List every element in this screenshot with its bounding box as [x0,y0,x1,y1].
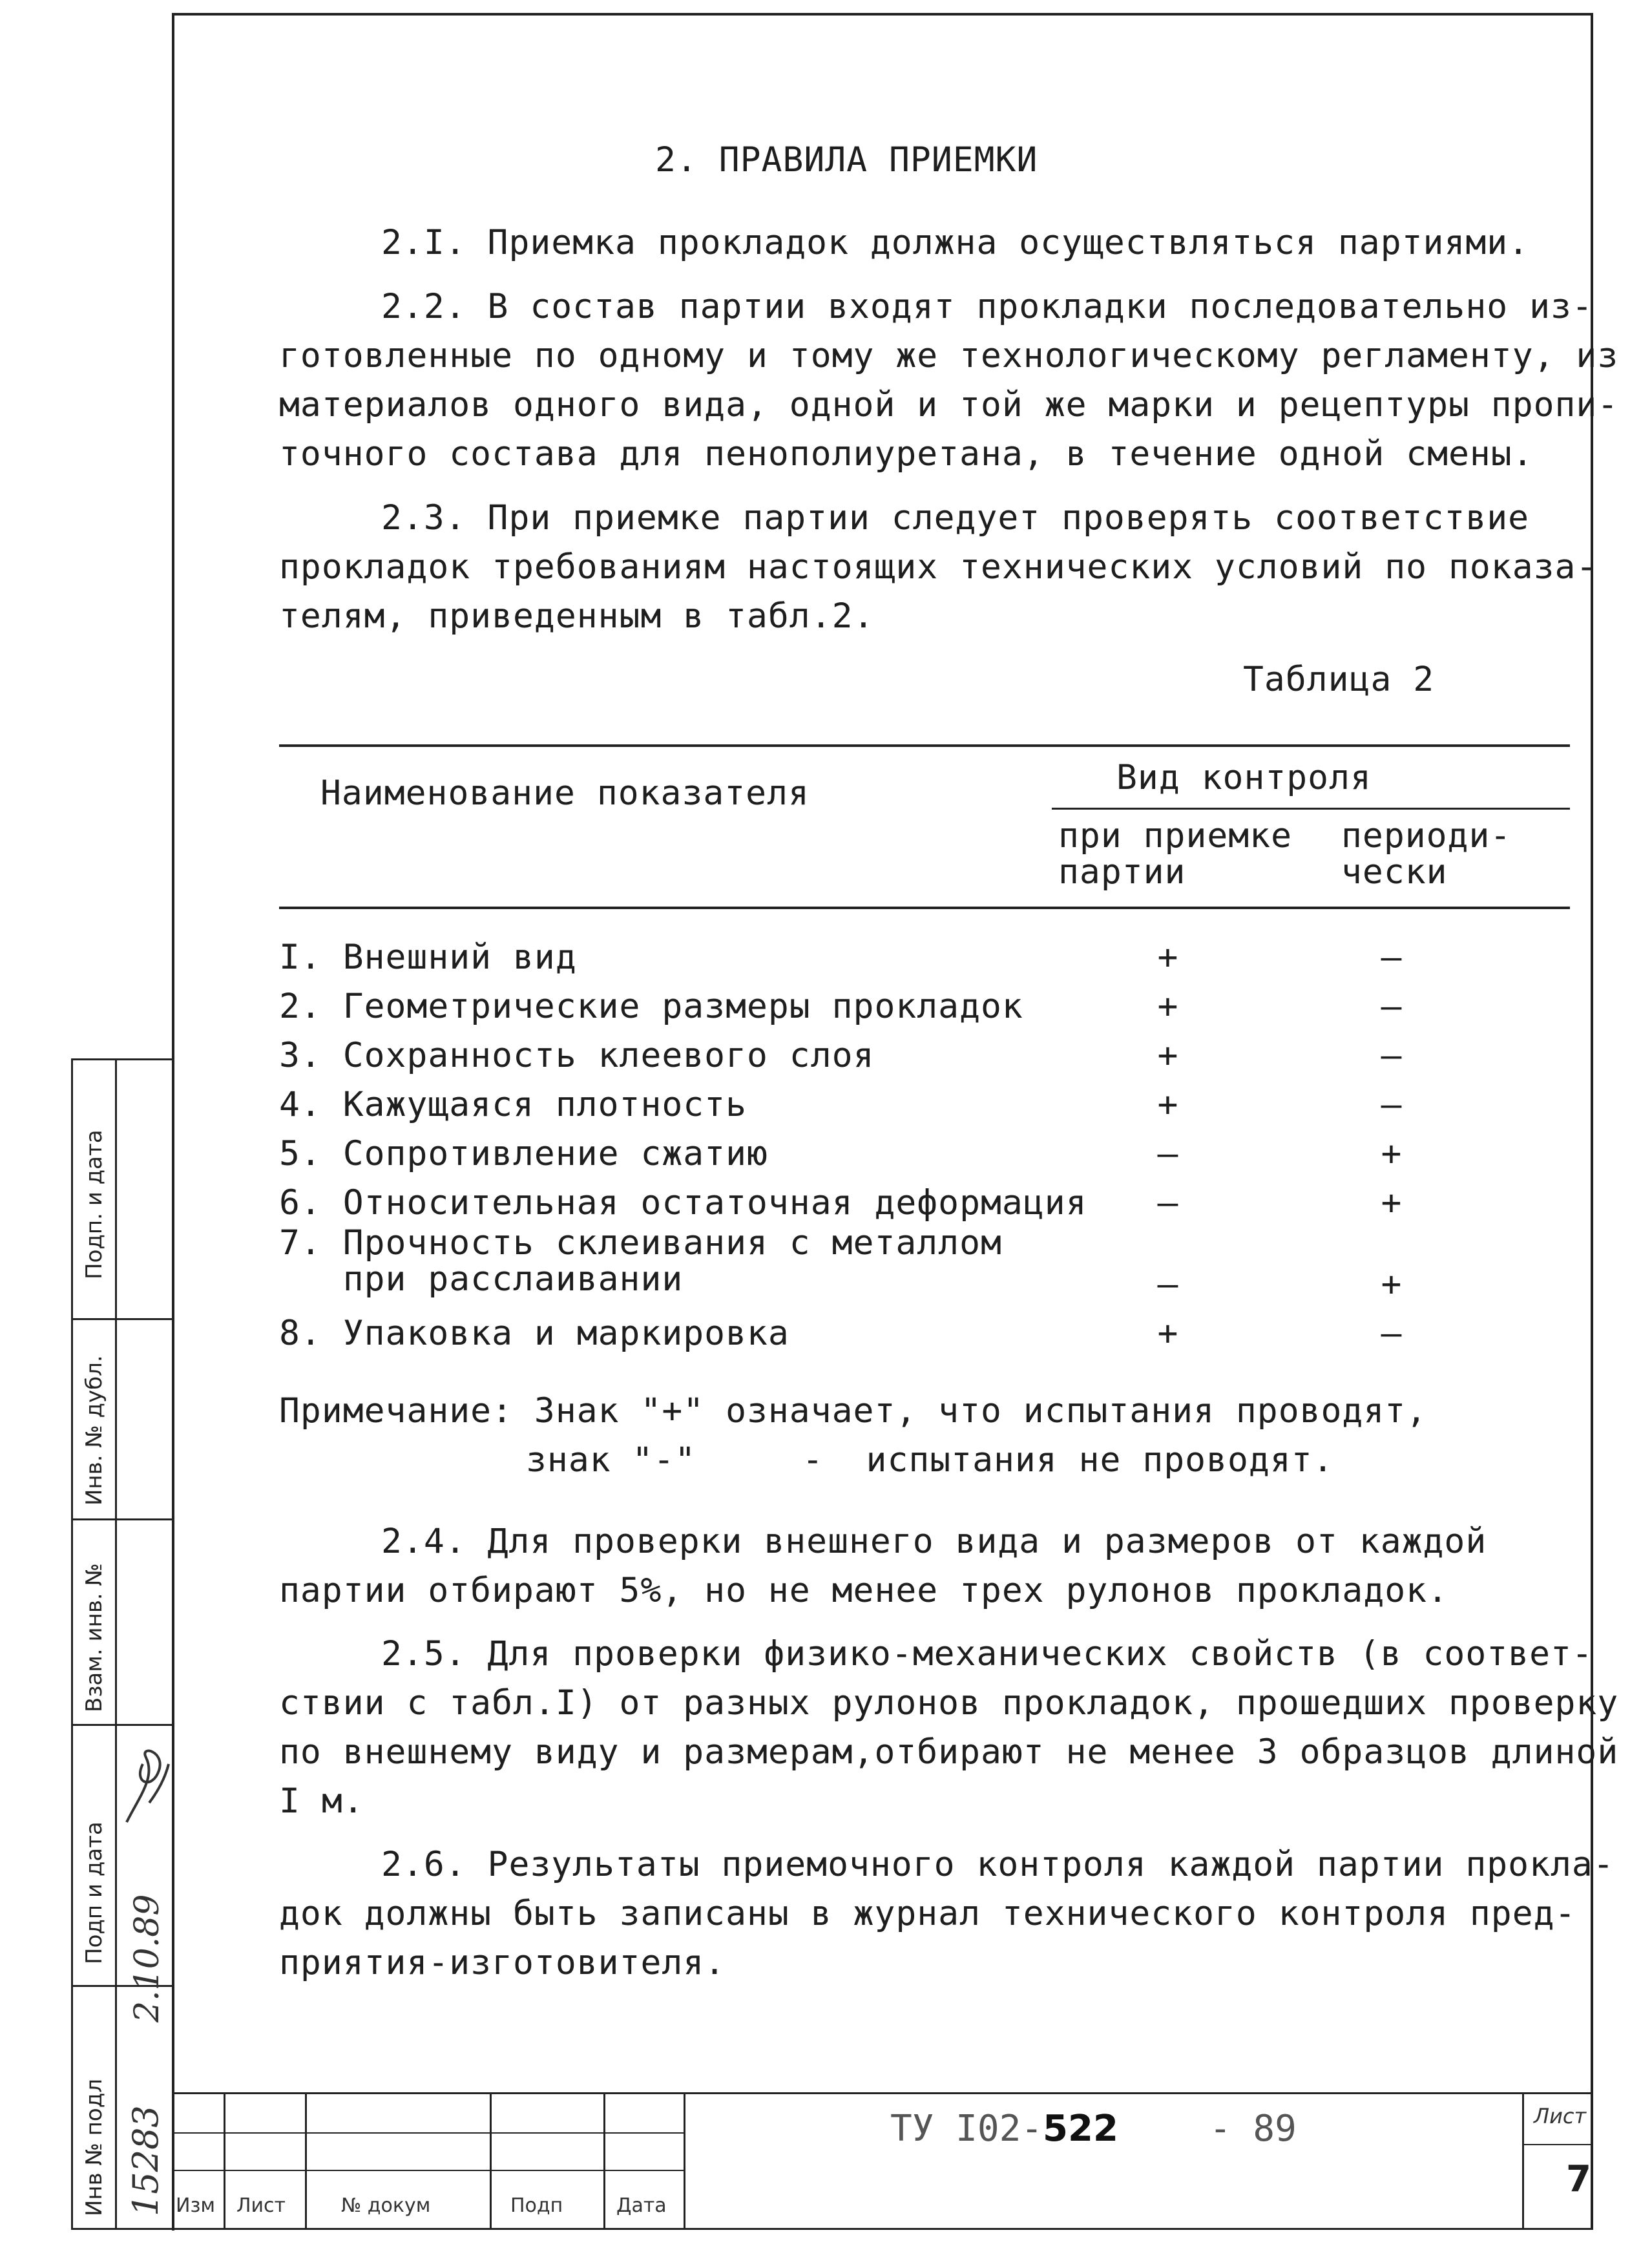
title-block-col-3 [490,2092,492,2228]
document-code-suffix: - 89 [1209,2108,1297,2150]
title-block-dokum: № докум [341,2194,431,2217]
table-subheader-rule [1052,808,1570,810]
side-stamp-podp-data-2: Подп и дата [81,1822,107,1964]
para-2-5-line-2: ствии с табл.I) от разных рулонов прокладок, прошедших проверку [279,1683,1619,1723]
para-2-3-line-1: 2.3. При приемке партии следует проверять соответствие [381,498,1530,538]
table-row-2-acceptance: + [1157,987,1179,1026]
table-row-7-name-1: 7. Прочность склеивания с металлом [279,1223,1002,1263]
title-block-sheet-col [1522,2092,1524,2228]
table-row-4-periodic: – [1381,1085,1403,1124]
side-stamp-podp-data-1: Подп. и дата [81,1129,107,1279]
para-2-6-line-1: 2.6. Результаты приемочного контроля каждой партии прокла- [381,1845,1615,1884]
table-header-name: Наименование показателя [320,773,810,813]
title-block-bottom [172,2228,1593,2230]
table-row-4-acceptance: + [1157,1085,1179,1124]
table-row-3-acceptance: + [1157,1036,1179,1075]
side-stamp-inv-dubl: Инв. № дубл. [81,1355,107,1506]
table-row-6-acceptance: – [1157,1183,1179,1223]
side-stamp-hand-date: 2.10.89 [128,1894,167,2022]
para-2-2-line-4: точного состава для пенополиуретана, в течение одной смены. [279,434,1534,474]
side-stamp-outer-left [71,1058,73,2229]
document-code-number: 522 [1043,2108,1118,2150]
title-block-list: Лист [236,2194,286,2217]
para-2-2-line-2: готовленные по одному и тому же технологическому регламенту, из [279,336,1619,375]
para-2-5-line-3: по внешнему виду и размерам,отбирают не менее 3 образцов длиной [279,1732,1619,1772]
side-stamp-sep-3 [71,1724,173,1726]
table-row-8-periodic: – [1381,1314,1403,1353]
para-2-4-line-2: партии отбирают 5%, но не менее трех рулонов прокладок. [279,1571,1448,1610]
table-row-5-name: 5. Сопротивление сжатию [279,1134,768,1173]
title-block-top [172,2092,1593,2094]
para-2-5-line-4: I м. [279,1781,364,1821]
table-header-group: Вид контроля [1116,758,1372,797]
para-2-4-line-1: 2.4. Для проверки внешнего вида и размеров от каждой [381,1522,1487,1561]
side-stamp-top [71,1058,173,1060]
table-row-7-acceptance: – [1157,1265,1179,1304]
side-stamp-vzam-inv: Взам. инв. № [81,1563,107,1712]
para-2-1: 2.I. Приемка прокладок должна осуществляться партиями. [381,223,1530,262]
document-code-prefix: ТУ I02- [890,2108,1043,2150]
frame-top-line [173,13,1593,16]
title-block-row-1 [172,2132,684,2134]
para-2-2-line-1: 2.2. В состав партии входят прокладки последовательно из- [381,287,1593,326]
table-row-2-periodic: – [1381,987,1403,1026]
note-line-1: Примечание: Знак "+" означает, что испытания проводят, [279,1391,1428,1431]
table-row-3-periodic: – [1381,1036,1403,1075]
table-header-periodic-1: периоди- [1341,816,1512,856]
side-stamp-hand-number: 15283 [125,2105,166,2216]
table-row-6-periodic: + [1381,1183,1403,1223]
table-row-3-name: 3. Сохранность клеевого слоя [279,1036,875,1075]
title-block-row-2 [172,2170,684,2171]
document-code [890,2108,1118,2150]
table-row-1-acceptance: + [1157,938,1179,977]
side-stamp-divider [115,1058,117,2229]
table-row-6-name: 6. Относительная остаточная деформация [279,1183,1087,1223]
table-row-8-name: 8. Упаковка и маркировка [279,1314,789,1353]
title-block-sheet-sep [1522,2144,1593,2145]
table-row-1-name: I. Внешний вид [279,938,577,977]
table-row-4-name: 4. Кажущаяся плотность [279,1085,747,1124]
side-stamp-sep-1 [71,1318,173,1320]
table-row-2-name: 2. Геометрические размеры прокладок [279,987,1023,1026]
title-block-col-4 [603,2092,605,2228]
para-2-2-line-3: материалов одного вида, одной и той же марки и рецептуры пропи- [279,385,1619,425]
title-block-col-1 [224,2092,225,2228]
sheet-label: Лист [1534,2104,1587,2128]
section-title: 2. ПРАВИЛА ПРИЕМКИ [655,140,1038,180]
table-header-acceptance-2: партии [1058,852,1186,892]
table-row-5-acceptance: – [1157,1134,1179,1173]
table-header-periodic-2: чески [1341,852,1448,892]
table-top-rule [279,744,1570,747]
table-header-acceptance-1: при приемке [1058,816,1292,856]
para-2-6-line-2: док должны быть записаны в журнал технического контроля пред- [279,1894,1576,1933]
title-block-col-5 [684,2092,685,2228]
table-header-bottom-rule [279,907,1570,909]
table-caption: Таблица 2 [1243,660,1435,699]
para-2-5-line-1: 2.5. Для проверки физико-механических свойств (в соответ- [381,1634,1593,1674]
table-row-1-periodic: – [1381,938,1403,977]
frame-left-line [172,13,174,2231]
title-block-col-2 [305,2092,307,2228]
para-2-3-line-3: телям, приведенным в табл.2. [279,596,875,636]
sheet-number: 7 [1566,2158,1591,2200]
table-row-5-periodic: + [1381,1134,1403,1173]
side-stamp-bottom [71,2228,173,2230]
side-stamp-sep-2 [71,1518,173,1520]
title-block-data: Дата [616,2194,667,2217]
table-row-7-periodic: + [1381,1265,1403,1304]
table-row-7-name-2: при расслаивании [279,1259,684,1299]
para-2-6-line-3: приятия-изготовителя. [279,1943,726,1982]
signature-mark [120,1738,172,1829]
title-block-podp: Подп [510,2194,563,2217]
note-line-2: знак "-" - испытания не проводят. [526,1440,1334,1480]
side-stamp-inv-podl: Инв № подл [81,2079,107,2216]
table-row-8-acceptance: + [1157,1314,1179,1353]
title-block-izm: Изм [176,2194,216,2217]
para-2-3-line-2: прокладок требованиям настоящих технических условий по показа- [279,547,1598,587]
